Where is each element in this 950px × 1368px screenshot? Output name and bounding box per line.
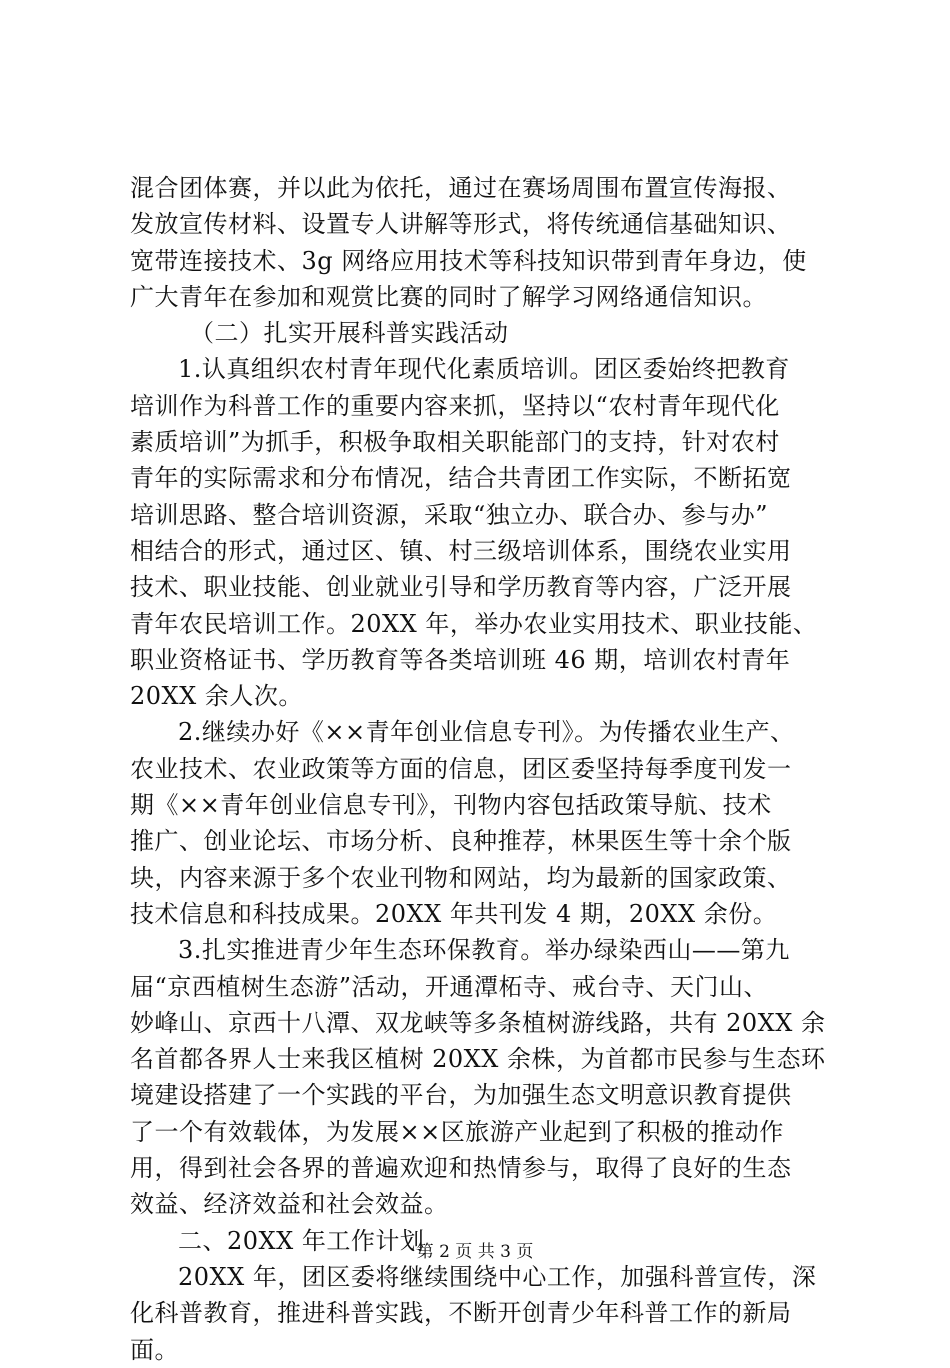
- page-footer: 第 2 页 共 3 页: [416, 1242, 534, 1262]
- text-line: 相结合的形式，通过区、镇、村三级培训体系，围绕农业实用: [130, 536, 792, 565]
- text-line: 推广、创业论坛、市场分析、良种推荐，林果医生等十余个版: [130, 827, 792, 856]
- text-line: 妙峰山、京西十八潭、双龙峡等多条植树游线路，共有 20XX 余: [130, 1008, 826, 1037]
- text-line: 职业资格证书、学历教育等各类培训班 46 期，培训农村青年: [130, 645, 791, 674]
- body-text: [130, 170, 830, 1368]
- text-line: 素质培训”为抓手，积极争取相关职能部门的支持，针对农村: [130, 428, 780, 457]
- text-line: 青年农民培训工作。20XX 年，举办农业实用技术、职业技能、: [130, 609, 818, 638]
- text-line: 了一个有效载体，为发展××区旅游产业起到了积极的推动作: [130, 1117, 784, 1146]
- text-line: 技术信息和科技成果。20XX 年共刊发 4 期，20XX 余份。: [130, 899, 778, 928]
- paragraph-start: 1.认真组织农村青年现代化素质培训。团区委始终把教育: [178, 355, 790, 384]
- text-line: 农业技术、农业政策等方面的信息，团区委坚持每季度刊发一: [130, 754, 792, 783]
- section-heading: 二、20XX 年工作计划: [178, 1226, 425, 1255]
- text-line: 面。: [130, 1335, 179, 1364]
- text-line: 期《××青年创业信息专刊》，刊物内容包括政策导航、技术: [130, 791, 772, 820]
- text-line: 青年的实际需求和分布情况，结合共青团工作实际，不断拓宽: [130, 464, 792, 493]
- text-line: 混合团体赛，并以此为依托，通过在赛场周围布置宣传海报、: [130, 174, 792, 202]
- text-line: 块，内容来源于多个农业刊物和网站，均为最新的国家政策、: [130, 863, 792, 892]
- text-line: 培训思路、整合培训资源，采取“独立办、联合办、参与办”: [130, 500, 769, 529]
- text-line: 名首都各界人士来我区植树 20XX 余株，为首都市民参与生态环: [130, 1045, 826, 1074]
- text-line: 境建设搭建了一个实践的平台，为加强生态文明意识教育提供: [130, 1081, 792, 1110]
- text-line: 效益、经济效益和社会效益。: [130, 1190, 449, 1219]
- text-line: 届“京西植树生态游”活动，开通潭柘寺、戒台寺、天门山、: [130, 972, 769, 1001]
- paragraph-start: 3.扎实推进青少年生态环保教育。举办绿染西山——第九: [178, 936, 790, 965]
- text-line: 发放宣传材料、设置专人讲解等形式，将传统通信基础知识、: [130, 210, 792, 239]
- text-line: 宽带连接技术、3g 网络应用技术等科技知识带到青年身边，使: [130, 246, 807, 275]
- paragraph-start: 20XX 年，团区委将继续围绕中心工作，加强科普宣传，深: [178, 1262, 817, 1291]
- text-line: 广大青年在参加和观赏比赛的同时了解学习网络通信知识。: [130, 282, 767, 311]
- section-heading: （二）扎实开展科普实践活动: [190, 319, 509, 348]
- text-line: 用，得到社会各界的普遍欢迎和热情参与，取得了良好的生态: [130, 1154, 792, 1183]
- paragraph-start: 2.继续办好《××青年创业信息专刊》。为传播农业生产、: [178, 718, 795, 747]
- text-line: 技术、职业技能、创业就业引导和学历教育等内容，广泛开展: [130, 573, 792, 602]
- text-line: 培训作为科普工作的重要内容来抓，坚持以“农村青年现代化: [130, 391, 780, 420]
- text-line: 20XX 余人次。: [130, 682, 303, 711]
- text-line: 化科普教育，推进科普实践，不断开创青少年科普工作的新局: [130, 1299, 792, 1328]
